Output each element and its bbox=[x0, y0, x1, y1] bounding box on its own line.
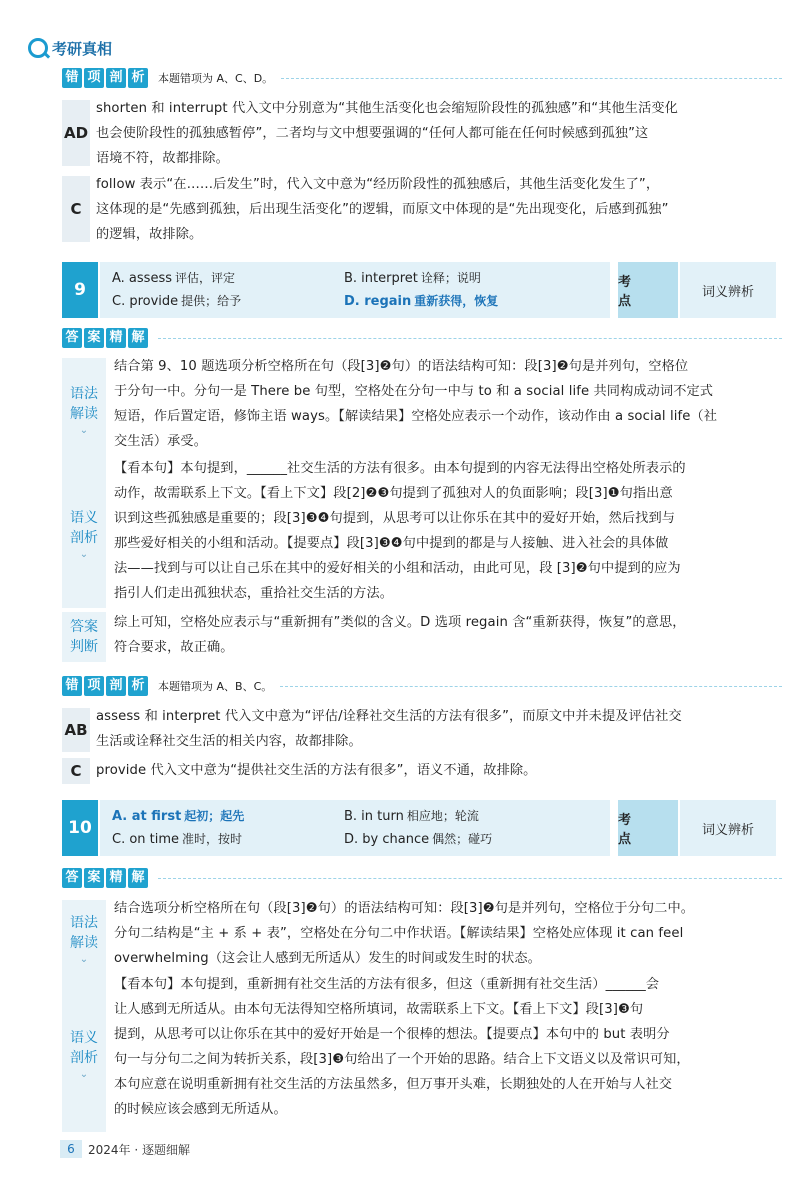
semantic-label bbox=[62, 976, 106, 1132]
q9-semantic-text bbox=[114, 456, 778, 606]
text-line: 识到这些孤独感是重要的；段[3]❸❹句提到，从思考可以让你乐在其中的爱好开始，然后找到与 bbox=[114, 511, 676, 526]
option-b bbox=[344, 269, 481, 286]
text-line: 生活或诠释社交生活的相关内容，故都排除。 bbox=[96, 734, 362, 749]
kaodian-value: 词义辨析 bbox=[680, 800, 776, 856]
chevron-down-icon: ⌄ bbox=[79, 954, 89, 965]
label-line: 剖析 bbox=[70, 530, 98, 546]
text-line: 那些爱好相关的小组和活动。【提要点】段[3]❸❹句中提到的都是与人接触、进入社会的具体做 bbox=[114, 536, 669, 551]
label-line: 语法 bbox=[70, 386, 98, 402]
q10-options bbox=[100, 800, 610, 856]
kaodian-label: 考 点 bbox=[618, 262, 678, 318]
q9-wrong-c-text bbox=[96, 758, 776, 783]
option-cn: 评估，评定 bbox=[175, 271, 236, 285]
option-b bbox=[344, 807, 479, 824]
wrong-note: 本题错项为 A、C、D。 bbox=[158, 72, 274, 85]
text-line: 提到，从思考可以让你乐在其中的爱好开始是一个很棒的想法。【提要点】本句中的 but 表明分 bbox=[114, 1027, 670, 1042]
grammar-label bbox=[62, 900, 106, 978]
text-line: 于分句一中。分句一是 There be 句型，空格处在分句一中与 to 和 a social life 共同构成动词不定式 bbox=[114, 384, 714, 399]
text-line: 符合要求，故正确。 bbox=[114, 640, 234, 655]
text-line: 交生活）承受。 bbox=[114, 434, 208, 449]
option-a bbox=[112, 269, 235, 286]
option-label-ab: AB bbox=[62, 708, 90, 752]
text-line: 句一与分句二之间为转折关系，段[3]❸句给出了一个开始的思路。结合上下文语义以及常识可知， bbox=[114, 1052, 690, 1067]
label-line: 答案 bbox=[70, 619, 98, 635]
chevron-down-icon: ⌄ bbox=[79, 1069, 89, 1080]
option-label-c: C bbox=[62, 758, 90, 784]
divider bbox=[280, 686, 782, 687]
header-brand bbox=[28, 36, 112, 60]
judge-label bbox=[62, 612, 106, 662]
label-line: 语法 bbox=[70, 915, 98, 931]
q9-answer-header bbox=[62, 326, 782, 350]
text-line: assess 和 interpret 代入文中意为“评估/诠释社交生活的方法有很多”，而原文中并未提及评估社交 bbox=[96, 709, 682, 724]
q10-answer-header bbox=[62, 866, 782, 890]
text-line: 结合第 9、10 题选项分析空格所在句（段[3]❷句）的语法结构可知：段[3]❷句是并列句，空格位 bbox=[114, 359, 689, 374]
page-number: 6 bbox=[60, 1140, 82, 1158]
page-footer bbox=[60, 1140, 190, 1158]
text-line: follow 表示“在……后发生”时，代入文中意为“经历阶段性的孤独感后，其他生活变化发生了”， bbox=[96, 177, 660, 192]
label-line: 解读 bbox=[70, 406, 98, 422]
q9-options bbox=[100, 262, 610, 318]
divider bbox=[158, 878, 782, 879]
text-line: 【看本句】本句提到，______社交生活的方法有很多。由本句提到的内容无法得出空格处所表示的 bbox=[114, 461, 686, 476]
tag-char: 答 bbox=[62, 868, 82, 888]
text-line: 的时候应该会感到无所适从。 bbox=[114, 1102, 287, 1117]
text-line: 的逻辑，故排除。 bbox=[96, 227, 203, 242]
question-number: 10 bbox=[62, 800, 98, 856]
q10-semantic-text bbox=[114, 972, 778, 1122]
label-line: 语义 bbox=[70, 1030, 98, 1046]
option-cn: 相应地；轮流 bbox=[406, 809, 479, 823]
q10-grammar-text bbox=[114, 896, 778, 971]
option-en: D. regain bbox=[344, 294, 412, 309]
option-en: C. on time bbox=[112, 832, 180, 847]
tag-char: 剖 bbox=[106, 676, 126, 696]
option-en: B. in turn bbox=[344, 809, 404, 824]
q8-wrong-c-text bbox=[96, 172, 776, 247]
text-line: 本句应意在说明重新拥有社交生活的方法虽然多，但万事开头难，长期独处的人在开始与人社交 bbox=[114, 1077, 673, 1092]
text-line: shorten 和 interrupt 代入文中分别意为“其他生活变化也会缩短阶段性的孤独感”和“其他生活变化 bbox=[96, 101, 678, 116]
option-d bbox=[344, 830, 492, 847]
text-line: 这体现的是“先感到孤独，后出现生活变化”的逻辑，而原文中体现的是“先出现变化，后感到孤独” bbox=[96, 202, 669, 217]
option-cn: 起初；起先 bbox=[184, 809, 245, 823]
option-cn: 诠释；说明 bbox=[420, 271, 481, 285]
tag-char: 错 bbox=[62, 68, 82, 88]
tag-char: 精 bbox=[106, 328, 126, 348]
divider bbox=[281, 78, 782, 79]
option-c bbox=[112, 292, 241, 309]
option-en: C. provide bbox=[112, 294, 179, 309]
option-label-c: C bbox=[62, 176, 90, 242]
chevron-down-icon: ⌄ bbox=[79, 425, 89, 436]
text-line: 让人感到无所适从。由本句无法得知空格所填词，故需联系上下文。【看上下文】段[3]❸句 bbox=[114, 1002, 644, 1017]
option-cn: 重新获得，恢复 bbox=[414, 294, 499, 308]
text-line: 也会使阶段性的孤独感暂停”，二者均与文中想要强调的“任何人都可能在任何时候感到孤独”这 bbox=[96, 126, 649, 141]
text-line: 【看本句】本句提到，重新拥有社交生活的方法有很多，但这（重新拥有社交生活）______会 bbox=[114, 977, 660, 992]
q8-wrong-ad-text bbox=[96, 96, 776, 171]
tag-char: 解 bbox=[128, 868, 148, 888]
label-line: 语义 bbox=[70, 510, 98, 526]
option-en: B. interpret bbox=[344, 271, 418, 286]
option-en: D. by chance bbox=[344, 832, 430, 847]
tag-char: 剖 bbox=[106, 68, 126, 88]
option-label-ad: AD bbox=[62, 100, 90, 166]
option-cn: 提供；给予 bbox=[181, 294, 242, 308]
label-line: 解读 bbox=[70, 935, 98, 951]
option-en: A. at first bbox=[112, 809, 182, 824]
tag-char: 析 bbox=[128, 68, 148, 88]
text-line: 分句二结构是“主 + 系 + 表”，空格处在分句二中作状语。【解读结果】空格处应体现 it can feel bbox=[114, 926, 684, 941]
wrong-note: 本题错项为 A、B、C。 bbox=[158, 680, 273, 693]
brand-title: 考研真相 bbox=[52, 39, 113, 58]
tag-char: 解 bbox=[128, 328, 148, 348]
semantic-label bbox=[62, 460, 106, 608]
option-d-answer bbox=[344, 292, 498, 309]
text-line: provide 代入文中意为“提供社交生活的方法有很多”，语义不通，故排除。 bbox=[96, 763, 537, 778]
text-line: 动作，故需联系上下文。【看上下文】段[2]❷❸句提到了孤独对人的负面影响；段[3]❶句指出意 bbox=[114, 486, 673, 501]
text-line: 语境不符，故都排除。 bbox=[96, 151, 229, 166]
divider bbox=[158, 338, 782, 339]
question-number: 9 bbox=[62, 262, 98, 318]
option-a-answer bbox=[112, 807, 244, 824]
footer-title: 2024年 · 逐题细解 bbox=[88, 1142, 190, 1157]
text-line: 法——找到与可以让自己乐在其中的爱好相关的小组和活动，由此可见，段 [3]❷句中提到的应为 bbox=[114, 561, 681, 576]
tag-char: 案 bbox=[84, 868, 104, 888]
label-line: 判断 bbox=[70, 639, 98, 655]
tag-char: 项 bbox=[84, 676, 104, 696]
text-line: overwhelming（这会让人感到无所适从）发生的时间或发生时的状态。 bbox=[114, 951, 541, 966]
label-line: 剖析 bbox=[70, 1050, 98, 1066]
kaodian-value: 词义辨析 bbox=[680, 262, 776, 318]
grammar-label bbox=[62, 358, 106, 462]
q9-judge-text bbox=[114, 610, 778, 660]
tag-char: 项 bbox=[84, 68, 104, 88]
q9-grammar-text bbox=[114, 354, 778, 454]
option-c bbox=[112, 830, 242, 847]
option-en: A. assess bbox=[112, 271, 172, 286]
text-line: 综上可知，空格处应表示与“重新拥有”类似的含义。D 选项 regain 含“重新获得，恢复”的意思， bbox=[114, 615, 686, 630]
tag-char: 案 bbox=[84, 328, 104, 348]
tag-char: 析 bbox=[128, 676, 148, 696]
q9-wrong-header bbox=[62, 674, 782, 698]
text-line: 短语，作后置定语，修饰主语 ways。【解读结果】空格处应表示一个动作，该动作由 a social life（社 bbox=[114, 409, 718, 424]
text-line: 指引人们走出孤独状态，重拾社交生活的方法。 bbox=[114, 586, 394, 601]
option-cn: 偶然；碰巧 bbox=[432, 832, 493, 846]
chevron-down-icon: ⌄ bbox=[79, 549, 89, 560]
q8-wrong-header bbox=[62, 66, 782, 90]
option-cn: 准时，按时 bbox=[182, 832, 243, 846]
q9-wrong-ab-text bbox=[96, 704, 776, 754]
tag-char: 精 bbox=[106, 868, 126, 888]
text-line: 结合选项分析空格所在句（段[3]❷句）的语法结构可知：段[3]❷句是并列句，空格位于分句二中。 bbox=[114, 901, 695, 916]
tag-char: 答 bbox=[62, 328, 82, 348]
kaodian-label: 考 点 bbox=[618, 800, 678, 856]
search-icon bbox=[28, 38, 48, 58]
tag-char: 错 bbox=[62, 676, 82, 696]
